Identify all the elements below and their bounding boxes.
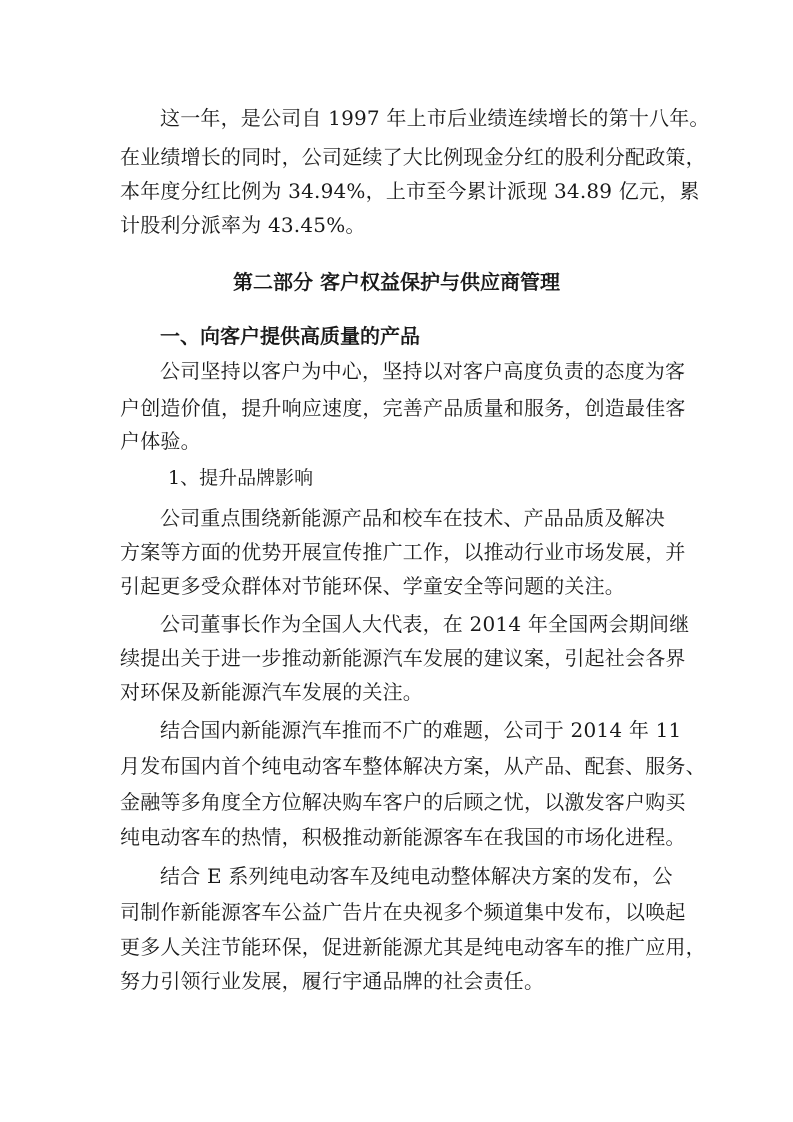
section-title: 第二部分 客户权益保护与供应商管理 (233, 270, 560, 294)
subsection-title: 一、向客户提供高质量的产品 (160, 324, 420, 348)
paragraph-line: 公司坚持以客户为中心，坚持以对客户高度负责的态度为客 (160, 359, 686, 383)
paragraph-line: 公司董事长作为全国人大代表，在 2014 年全国两会期间继 (160, 612, 690, 636)
paragraph-line: 公司重点围绕新能源产品和校车在技术、产品品质及解决 (160, 506, 665, 530)
paragraph-line: 户创造价值，提升响应速度，完善产品质量和服务，创造最佳客 (120, 396, 686, 420)
paragraph-line: 努力引领行业发展，履行宇通品牌的社会责任。 (120, 969, 545, 993)
paragraph-line: 结合国内新能源汽车推而不广的难题，公司于 2014 年 11 (160, 718, 682, 742)
paragraph-line: 对环保及新能源汽车发展的关注。 (120, 680, 423, 704)
paragraph-line: 纯电动客车的热情，积极推动新能源客车在我国的市场化进程。 (120, 825, 686, 849)
paragraph-line: 在业绩增长的同时，公司延续了大比例现金分红的股利分配政策， (120, 145, 706, 169)
paragraph-line: 户体验。 (120, 429, 201, 453)
paragraph-line: 这一年，是公司自 1997 年上市后业绩连续增长的第十八年。 (160, 106, 710, 130)
paragraph-line: 月发布国内首个纯电动客车整体解决方案，从产品、配套、服务、 (120, 754, 706, 778)
paragraph-line: 方案等方面的优势开展宣传推广工作，以推动行业市场发展，并 (120, 540, 686, 564)
paragraph-line: 续提出关于进一步推动新能源汽车发展的建议案，引起社会各界 (120, 646, 686, 670)
item-title: 1、提升品牌影响 (168, 467, 314, 489)
paragraph-line: 引起更多受众群体对节能环保、学童安全等问题的关注。 (120, 574, 625, 598)
paragraph-line: 本年度分红比例为 34.94%，上市至今累计派现 34.89 亿元，累 (120, 179, 700, 203)
paragraph-line: 计股利分派率为 43.45%。 (120, 213, 366, 237)
paragraph-line: 结合 E 系列纯电动客车及纯电动整体解决方案的发布，公 (160, 864, 673, 888)
paragraph-line: 金融等多角度全方位解决购车客户的后顾之忧，以激发客户购买 (120, 790, 686, 814)
paragraph-line: 更多人关注节能环保，促进新能源尤其是纯电动客车的推广应用， (120, 935, 706, 959)
paragraph-line: 司制作新能源客车公益广告片在央视多个频道集中发布，以唤起 (120, 900, 686, 924)
